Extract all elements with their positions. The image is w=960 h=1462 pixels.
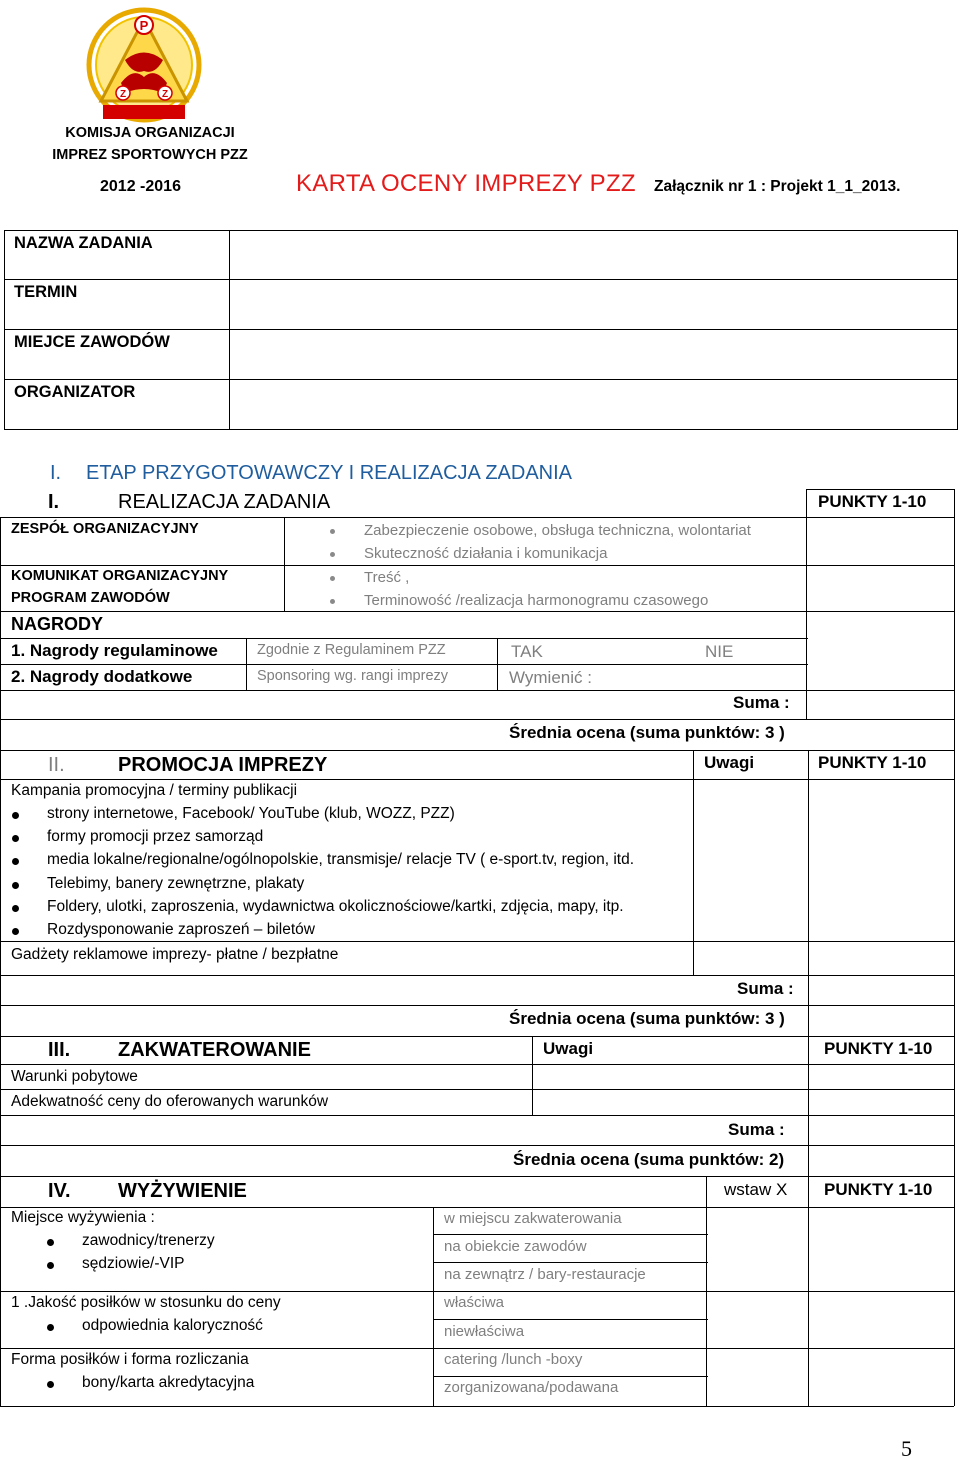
promo-item-3: media lokalne/regionalne/ogólnopolskie, transmisje/ relacje TV ( e-sport.tv, region, itd.	[47, 851, 635, 868]
forma-opt-1[interactable]: catering /lunch -boxy	[444, 1351, 583, 1368]
gadzety-label: Gadżety reklamowe imprezy- płatne / bezpłatne	[11, 946, 339, 963]
label-zespol: ZESPÓŁ ORGANIZACYJNY	[11, 521, 199, 537]
section1-number: I.	[48, 491, 60, 513]
section3-suma: Suma :	[728, 1120, 785, 1139]
jakosc-opt-1[interactable]: właściwa	[444, 1294, 505, 1311]
wstaw-x-label: wstaw X	[724, 1180, 788, 1199]
miejsce-label: Miejsce wyżywienia :	[11, 1209, 155, 1226]
forma-item-1: bony/karta akredytacyjna	[82, 1374, 255, 1391]
zakw-row-1: Warunki pobytowe	[11, 1068, 138, 1085]
promo-item-2: formy promocji przez samorząd	[47, 828, 264, 845]
section1-points-header: PUNKTY 1-10	[818, 492, 927, 511]
label-program: PROGRAM ZAWODÓW	[11, 590, 170, 606]
section1-title: REALIZACJA ZADANIA	[118, 491, 331, 513]
nagrody-dodatkowe-desc: Sponsoring wg. rangi imprezy	[257, 668, 449, 684]
section1-srednia: Średnia ocena (suma punktów: 3 )	[509, 723, 785, 742]
label-nagrody-dodatkowe: 2. Nagrody dodatkowe	[11, 667, 193, 686]
jakosc-item-1: odpowiednia kaloryczność	[82, 1317, 263, 1334]
nazwa-zadania-field[interactable]	[233, 234, 953, 276]
label-termin: TERMIN	[14, 283, 78, 301]
promo-item-5: Foldery, ulotki, zaproszenia, wydawnictwa okolicznościowe/kartki, zdjęcia, mapy, itp.	[47, 898, 624, 915]
zakw-row-2: Adekwatność ceny do oferowanych warunków	[11, 1093, 329, 1110]
label-komunikat: KOMUNIKAT ORGANIZACYJNY	[11, 568, 229, 584]
annex-label: Załącznik nr 1 : Projekt 1_1_2013.	[654, 178, 901, 195]
label-miejsce: MIEJCE ZAWODÓW	[14, 333, 170, 351]
document-title: KARTA OCENY IMPREZY PZZ	[296, 170, 636, 197]
promo-item-1: strony internetowe, Facebook/ YouTube (klub, WOZZ, PZZ)	[47, 805, 455, 822]
option-nie[interactable]: NIE	[705, 642, 734, 661]
label-nagrody-regulaminowe: 1. Nagrody regulaminowe	[11, 641, 218, 660]
svg-text:P: P	[139, 18, 149, 33]
section2-title: PROMOCJA IMPREZY	[118, 754, 328, 776]
page-number: 5	[901, 1436, 912, 1461]
label-nagrody: NAGRODY	[11, 614, 104, 634]
komunikat-item-1: Treść ,	[364, 569, 410, 586]
miejsce-item-1: zawodnicy/trenerzy	[82, 1232, 215, 1249]
team-item-1: Zabezpieczenie osobowe, obsługa techniczna, wolontariat	[364, 522, 751, 539]
label-nazwa-zadania: NAZWA ZADANIA	[14, 234, 153, 252]
pzz-logo-icon	[83, 5, 205, 123]
section2-uwagi: Uwagi	[704, 753, 755, 772]
nagrody-regulaminowe-desc: Zgodnie z Regulaminem PZZ	[257, 642, 446, 658]
section3-number: III.	[48, 1039, 71, 1061]
section3-srednia: Średnia ocena (suma punktów: 2)	[513, 1150, 785, 1169]
jakosc-label: 1 .Jakość posiłków w stosunku do ceny	[11, 1294, 281, 1311]
stage-number: I.	[50, 462, 62, 484]
years: 2012 -2016	[100, 178, 181, 195]
section2-points-header: PUNKTY 1-10	[818, 753, 927, 772]
miejsce-opt-2[interactable]: na obiekcie zawodów	[444, 1238, 587, 1255]
miejsce-field[interactable]	[233, 333, 953, 375]
promo-item-6: Rozdysponowanie zaproszeń – biletów	[47, 921, 315, 938]
option-tak[interactable]: TAK	[511, 642, 543, 661]
jakosc-opt-2[interactable]: niewłaściwa	[444, 1323, 525, 1340]
section3-points-header: PUNKTY 1-10	[824, 1039, 933, 1058]
section1-suma: Suma :	[733, 693, 790, 712]
section2-number: II.	[48, 754, 65, 776]
org-line-1: KOMISJA ORGANIZACJI	[65, 125, 235, 141]
komunikat-item-2: Terminowość /realizacja harmonogramu czasowego	[364, 592, 709, 609]
promo-item-4: Telebimy, banery zewnętrzne, plakaty	[47, 875, 305, 892]
stage-heading: ETAP PRZYGOTOWAWCZY I REALIZACJA ZADANIA	[86, 462, 573, 484]
section2-srednia: Średnia ocena (suma punktów: 3 )	[509, 1009, 785, 1028]
forma-label: Forma posiłków i forma rozliczania	[11, 1351, 249, 1368]
team-item-2: Skuteczność działania i komunikacja	[364, 545, 608, 562]
section4-title: WYŻYWIENIE	[118, 1180, 247, 1202]
section4-number: IV.	[48, 1180, 71, 1202]
svg-text:Z: Z	[161, 89, 169, 100]
section2-suma: Suma :	[737, 979, 794, 998]
kampania-label: Kampania promocyjna / terminy publikacji	[11, 782, 298, 799]
section4-points-header: PUNKTY 1-10	[824, 1180, 933, 1199]
org-line-2: IMPREZ SPORTOWYCH PZZ	[52, 147, 248, 163]
forma-opt-2[interactable]: zorganizowana/podawana	[444, 1379, 619, 1396]
miejsce-opt-1[interactable]: w miejscu zakwaterowania	[444, 1210, 622, 1227]
miejsce-opt-3[interactable]: na zewnątrz / bary-restauracje	[444, 1266, 646, 1283]
section3-title: ZAKWATEROWANIE	[118, 1039, 311, 1061]
label-organizator: ORGANIZATOR	[14, 383, 136, 401]
wymienic-label: Wymienić :	[509, 668, 592, 687]
section3-uwagi: Uwagi	[543, 1039, 594, 1058]
miejsce-item-2: sędziowie/-VIP	[82, 1255, 185, 1272]
termin-field[interactable]	[233, 283, 953, 325]
organizator-field[interactable]	[233, 383, 953, 425]
svg-text:Z: Z	[119, 89, 127, 100]
